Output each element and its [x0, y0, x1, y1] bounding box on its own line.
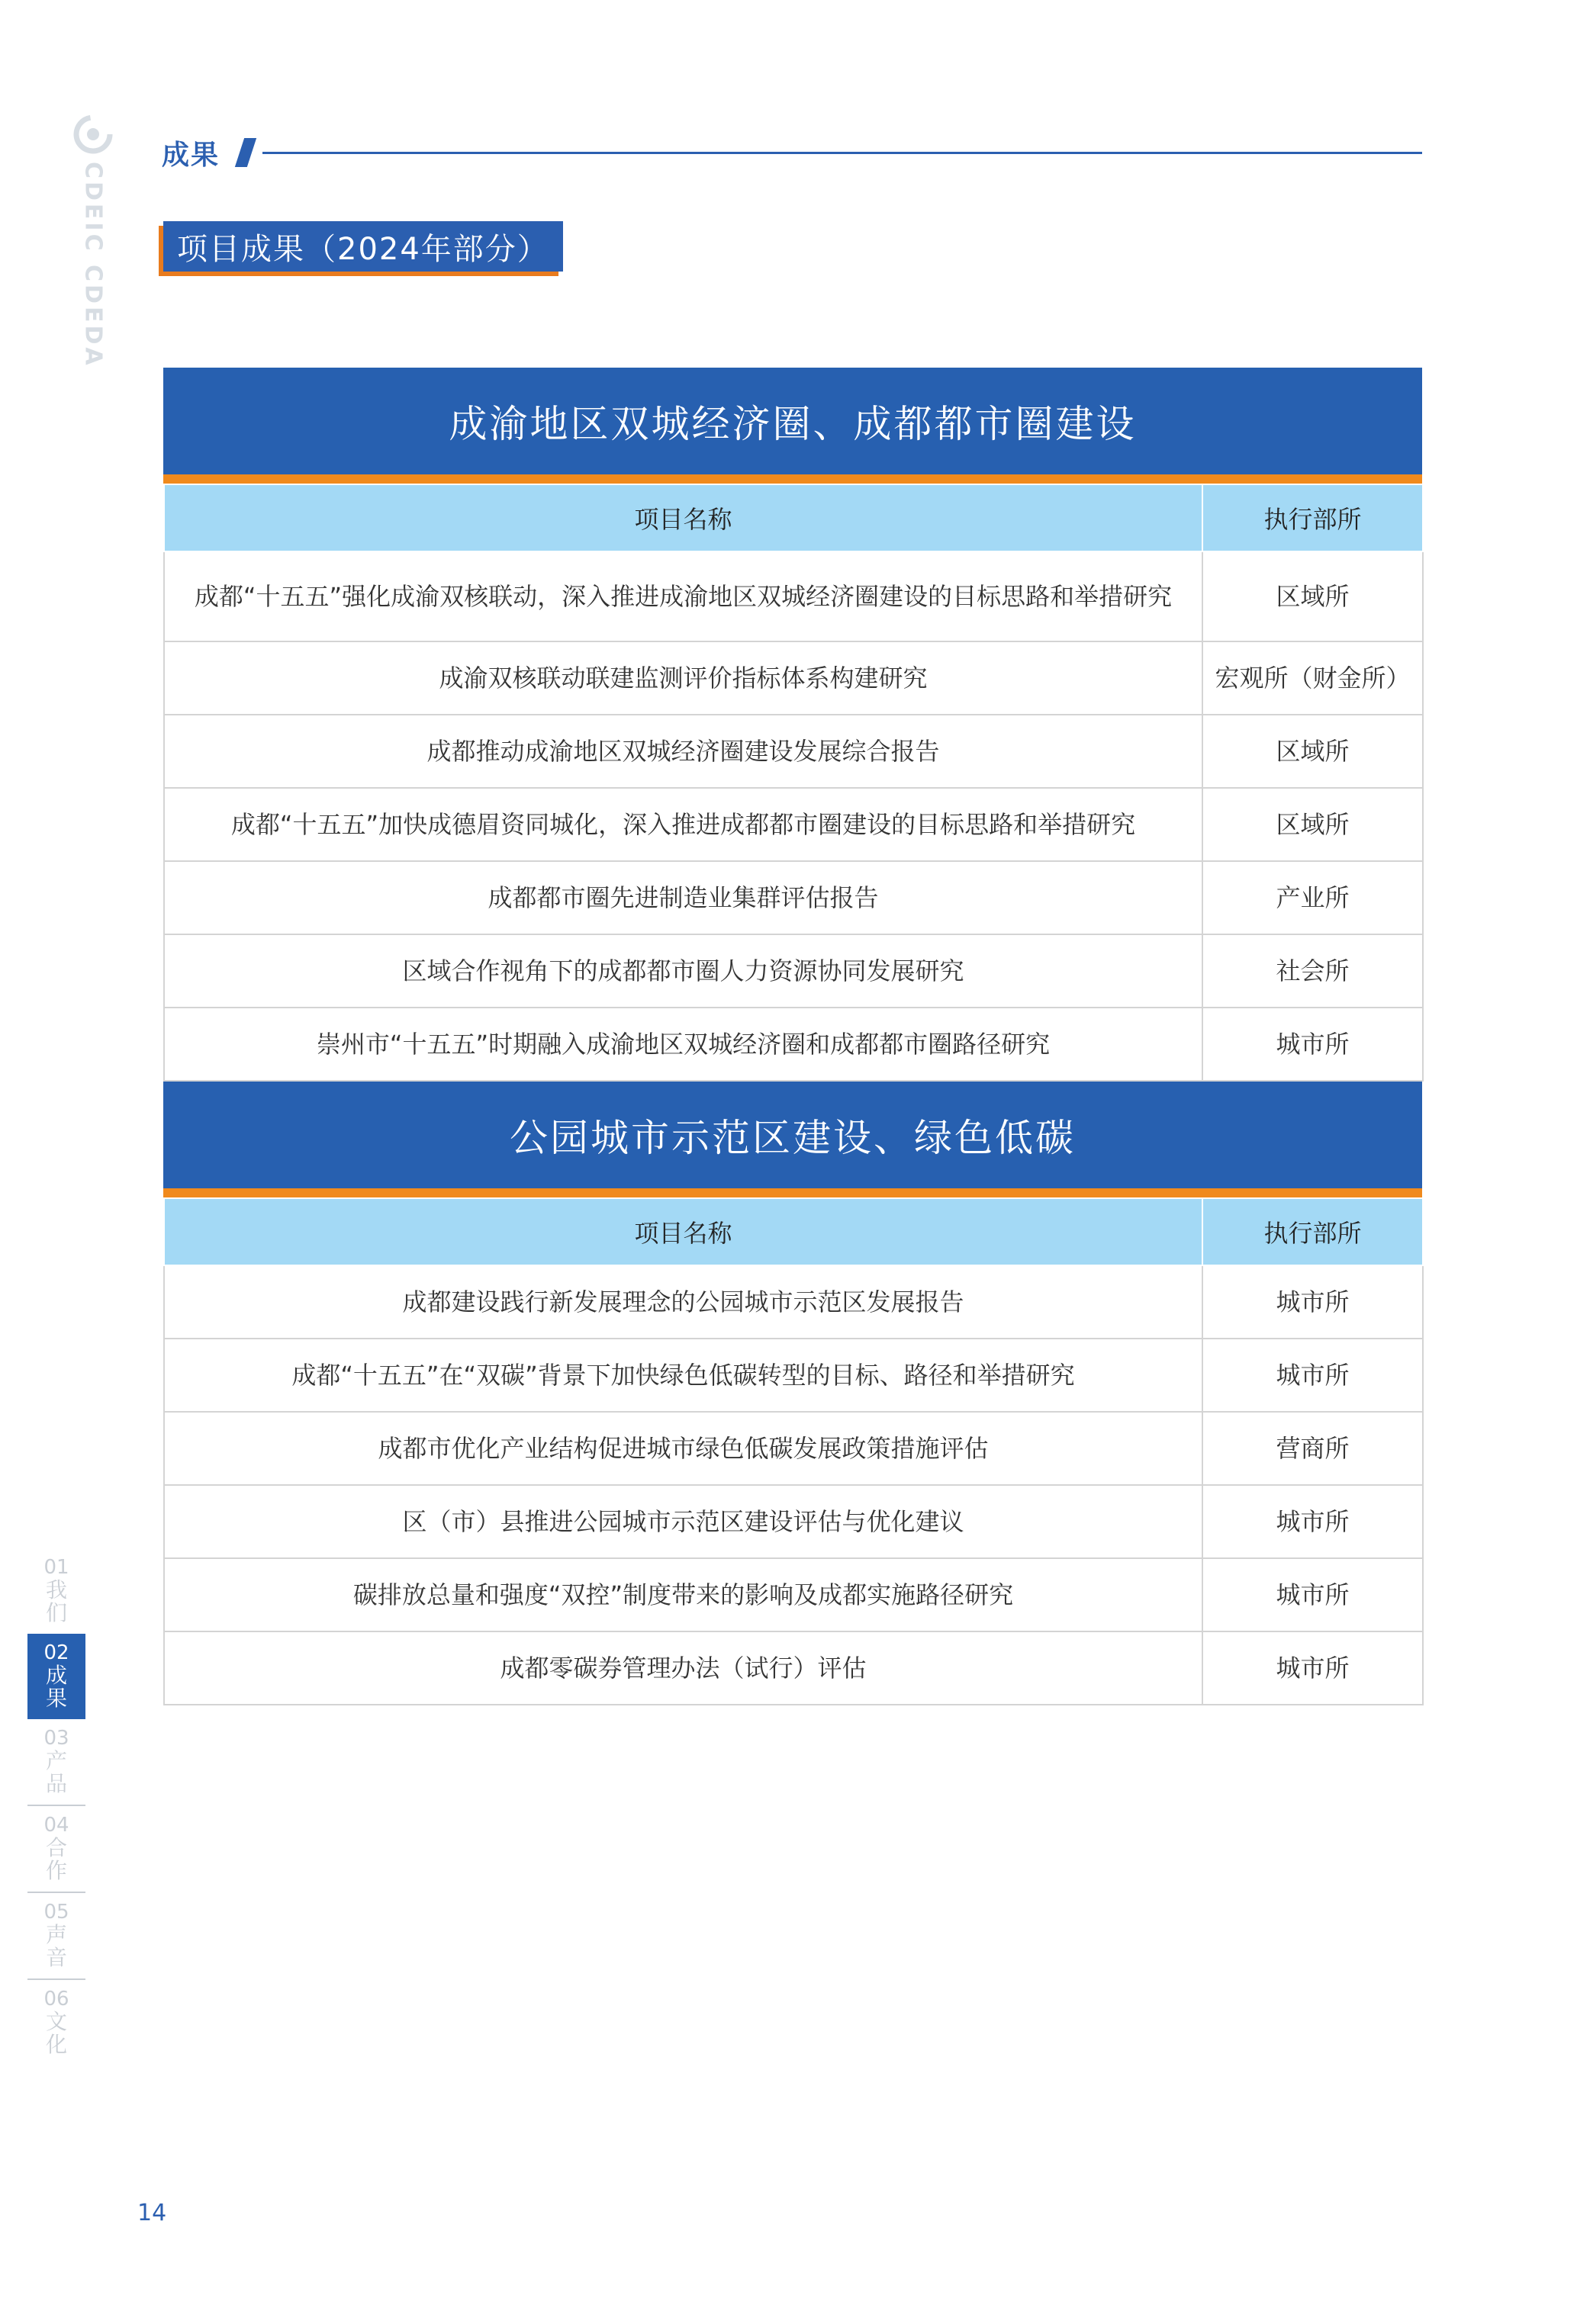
table-row	[164, 1339, 1423, 1412]
table-row	[164, 641, 1423, 715]
table-row	[164, 1008, 1423, 1081]
table-block	[163, 1082, 1422, 1705]
header-slash-decoration	[235, 138, 256, 167]
department-cell: 区域所	[1202, 715, 1423, 788]
nav-item-label: 文化	[45, 2009, 67, 2057]
column-header: 项目名称	[164, 1198, 1202, 1265]
table-title: 成渝地区双城经济圈、成都都市圈建设	[449, 402, 1137, 446]
project-name-cell: 成都都市圈先进制造业集群评估报告	[164, 861, 1202, 934]
department-cell: 区域所	[1202, 788, 1423, 861]
table-title: 公园城市示范区建设、绿色低碳	[510, 1116, 1076, 1160]
section-label: 成果	[162, 139, 220, 171]
project-name-cell: 成都建设践行新发展理念的公园城市示范区发展报告	[164, 1265, 1202, 1339]
department-cell: 社会所	[1202, 934, 1423, 1008]
nav-item-label: 合作	[45, 1835, 67, 1883]
nav-item[interactable]	[27, 1719, 85, 1805]
department-cell: 区域所	[1202, 551, 1423, 641]
project-name-cell: 成都“十五五”在“双碳”背景下加快绿色低碳转型的目标、路径和举措研究	[164, 1339, 1202, 1412]
side-navigation	[27, 1548, 85, 2065]
subtitle-text: 项目成果（2024年部分）	[177, 231, 549, 267]
column-header: 执行部所	[1202, 1198, 1423, 1265]
nav-item-label: 声音	[45, 1922, 67, 1970]
department-cell: 城市所	[1202, 1485, 1423, 1558]
table-row	[164, 934, 1423, 1008]
table-row	[164, 1558, 1423, 1631]
nav-item[interactable]	[27, 1980, 85, 2065]
nav-item-number: 01	[43, 1556, 69, 1579]
project-name-cell: 成都“十五五”加快成德眉资同城化，深入推进成都都市圈建设的目标思路和举措研究	[164, 788, 1202, 861]
table-block	[163, 368, 1422, 1082]
table-banner	[163, 1082, 1422, 1197]
table-row	[164, 715, 1423, 788]
project-name-cell: 区域合作视角下的成都都市圈人力资源协同发展研究	[164, 934, 1202, 1008]
nav-item-number: 05	[43, 1901, 69, 1924]
nav-item[interactable]	[27, 1548, 85, 1634]
table-row	[164, 1485, 1423, 1558]
table-row	[164, 1631, 1423, 1705]
header-rule	[262, 152, 1422, 154]
nav-item-label: 成果	[45, 1663, 67, 1711]
nav-item[interactable]	[27, 1634, 85, 1719]
table-row	[164, 1412, 1423, 1485]
department-cell: 城市所	[1202, 1339, 1423, 1412]
nav-item-number: 04	[43, 1814, 69, 1837]
table-row	[164, 788, 1423, 861]
department-cell: 城市所	[1202, 1558, 1423, 1631]
table-header-row	[164, 1198, 1423, 1265]
project-name-cell: 碳排放总量和强度“双控”制度带来的影响及成都实施路径研究	[164, 1558, 1202, 1631]
table-row	[164, 1265, 1423, 1339]
department-cell: 城市所	[1202, 1265, 1423, 1339]
project-name-cell: 成渝双核联动联建监测评价指标体系构建研究	[164, 641, 1202, 715]
department-cell: 城市所	[1202, 1008, 1423, 1081]
nav-item-number: 03	[43, 1727, 69, 1750]
department-cell: 城市所	[1202, 1631, 1423, 1705]
brand-logo	[70, 114, 116, 368]
table-row	[164, 551, 1423, 641]
project-name-cell: 成都“十五五”强化成渝双核联动，深入推进成渝地区双城经济圈建设的目标思路和举措研究	[164, 551, 1202, 641]
brand-text: CDEIC CDEDA	[79, 162, 107, 368]
nav-item-label: 我们	[45, 1577, 67, 1625]
nav-item[interactable]	[27, 1893, 85, 1978]
department-cell: 宏观所（财金所）	[1202, 641, 1423, 715]
nav-item-number: 06	[43, 1988, 69, 2011]
subtitle-tag	[163, 221, 563, 272]
project-tables	[163, 368, 1422, 1705]
table-header-row	[164, 484, 1423, 551]
brand-mark-icon	[73, 114, 113, 154]
column-header: 项目名称	[164, 484, 1202, 551]
department-cell: 产业所	[1202, 861, 1423, 934]
column-header: 执行部所	[1202, 484, 1423, 551]
department-cell: 营商所	[1202, 1412, 1423, 1485]
table-banner	[163, 368, 1422, 484]
project-name-cell: 区（市）县推进公园城市示范区建设评估与优化建议	[164, 1485, 1202, 1558]
project-name-cell: 成都零碳券管理办法（试行）评估	[164, 1631, 1202, 1705]
page-number: 14	[137, 2200, 167, 2226]
project-table	[163, 484, 1424, 1082]
project-name-cell: 成都市优化产业结构促进城市绿色低碳发展政策措施评估	[164, 1412, 1202, 1485]
nav-item[interactable]	[27, 1806, 85, 1892]
nav-item-number: 02	[43, 1641, 69, 1664]
section-header	[162, 130, 1422, 175]
project-name-cell: 成都推动成渝地区双城经济圈建设发展综合报告	[164, 715, 1202, 788]
project-table	[163, 1197, 1424, 1705]
table-row	[164, 861, 1423, 934]
nav-item-label: 产品	[45, 1748, 67, 1796]
project-name-cell: 崇州市“十五五”时期融入成渝地区双城经济圈和成都都市圈路径研究	[164, 1008, 1202, 1081]
